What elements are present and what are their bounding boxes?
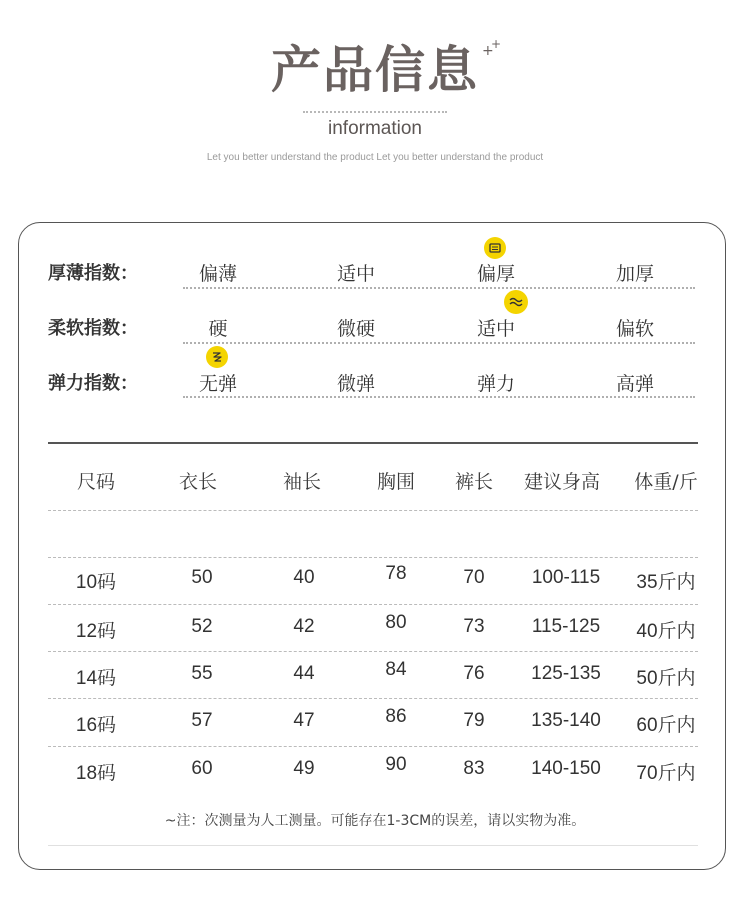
table-cell: 78	[385, 563, 407, 584]
sparkle-icon: +	[491, 37, 502, 51]
table-cell: 50斤内	[636, 668, 696, 689]
table-cell: 18码	[75, 763, 117, 784]
table-cell: 140-150	[531, 758, 601, 779]
table-cell: 55	[191, 663, 213, 684]
table-cell: 40	[293, 567, 315, 588]
table-cell: 57	[191, 710, 213, 731]
table-rule	[48, 746, 698, 747]
table-cell: 50	[191, 567, 213, 588]
softness-option: 偏软	[615, 318, 654, 340]
table-rule	[48, 604, 698, 605]
table-cell: 35斤内	[636, 572, 696, 593]
card-bottom-rule	[48, 845, 698, 846]
table-cell: 86	[385, 706, 407, 727]
header-sleeve: 袖长	[282, 471, 321, 493]
table-cell: 49	[293, 758, 315, 779]
table-cell: 70	[463, 567, 485, 588]
elasticity-option: 弹力	[476, 373, 515, 395]
table-rule	[48, 557, 698, 558]
softness-label: 柔软指数：	[48, 318, 138, 339]
header-weight: 体重/斤	[634, 471, 698, 493]
page-subtitle: information	[328, 118, 422, 139]
table-cell: 83	[463, 758, 485, 779]
table-rule	[48, 651, 698, 652]
table-cell: 73	[463, 616, 485, 637]
table-cell: 100-115	[531, 567, 601, 588]
table-cell: 115-125	[531, 616, 601, 637]
page-title: 产品信息	[271, 41, 479, 99]
table-cell: 16码	[75, 715, 117, 736]
table-cell: 76	[463, 663, 485, 684]
page-tagline: Let you better understand the product Let you better understand the product	[206, 152, 544, 163]
table-cell: 125-135	[531, 663, 601, 684]
dotted-divider	[183, 287, 695, 289]
thickness-option: 加厚	[615, 263, 654, 285]
table-cell: 79	[463, 710, 485, 731]
dotted-divider	[183, 396, 695, 398]
table-cell: 70斤内	[636, 763, 696, 784]
softness-option: 硬	[208, 318, 228, 340]
elasticity-option: 微弹	[336, 373, 375, 395]
header-size: 尺码	[76, 471, 115, 493]
header-chest: 胸围	[376, 471, 415, 493]
softness-option-selected: 适中	[476, 318, 515, 340]
table-cell: 90	[385, 754, 407, 775]
elasticity-marker-icon	[206, 346, 228, 368]
table-cell: 47	[293, 710, 315, 731]
header-length: 衣长	[178, 471, 217, 493]
elasticity-option-selected: 无弹	[198, 373, 237, 395]
softness-option: 微硬	[336, 318, 375, 340]
table-cell: 60斤内	[636, 715, 696, 736]
thickness-label: 厚薄指数：	[48, 263, 138, 284]
table-rule	[48, 510, 698, 511]
table-top-rule	[48, 442, 698, 444]
title-divider	[303, 111, 447, 113]
sparkle-icon: +	[482, 43, 494, 59]
table-cell: 135-140	[531, 710, 601, 731]
table-cell: 42	[293, 616, 315, 637]
table-cell: 10码	[75, 572, 117, 593]
softness-marker-icon	[504, 290, 528, 314]
table-cell: 40斤内	[636, 621, 696, 642]
dotted-divider	[183, 342, 695, 344]
table-cell: 84	[385, 659, 407, 680]
elasticity-label: 弹力指数：	[48, 373, 138, 394]
thickness-option-selected: 偏厚	[476, 263, 515, 285]
table-rule	[48, 698, 698, 699]
table-cell: 52	[191, 616, 213, 637]
thickness-option: 偏薄	[198, 263, 237, 285]
measurement-note: ~注：次测量为人工测量。可能存在1-3CM的误差，请以实物为准。	[164, 813, 586, 829]
header-height: 建议身高	[523, 471, 600, 493]
table-cell: 14码	[75, 668, 117, 689]
thickness-marker-icon	[484, 237, 506, 259]
elasticity-option: 高弹	[615, 373, 654, 395]
header-pants: 裤长	[454, 471, 493, 493]
table-cell: 12码	[75, 621, 117, 642]
thickness-option: 适中	[336, 263, 375, 285]
table-cell: 80	[385, 612, 407, 633]
table-cell: 44	[293, 663, 315, 684]
table-cell: 60	[191, 758, 213, 779]
